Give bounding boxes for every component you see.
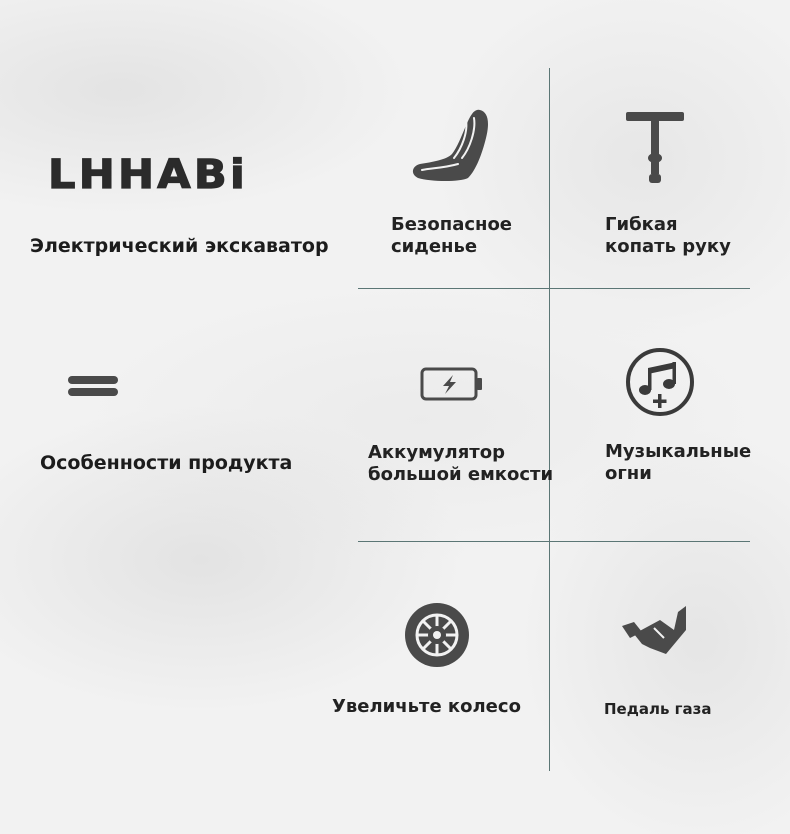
product-name: Электрический экскаватор (30, 235, 329, 257)
grid-vertical-divider (549, 68, 550, 771)
wheel-icon (402, 600, 472, 670)
grid-horizontal-divider-1 (358, 288, 750, 289)
section-title: Особенности продукта (40, 452, 293, 474)
logo-text: LHHABi (48, 152, 248, 194)
feature-battery-label: Аккумулятор большой емкости (368, 442, 554, 485)
pedal-icon (620, 604, 690, 656)
brand-logo (48, 150, 252, 194)
feature-music-label: Музыкальные огни (605, 441, 752, 484)
equals-icon (68, 374, 120, 400)
feature-pedal-label: Педаль газа (604, 700, 712, 718)
feature-seat-label: Безопасное сиденье (391, 214, 513, 257)
battery-icon (420, 366, 484, 402)
music-note-icon (624, 346, 696, 418)
seat-icon (410, 108, 490, 184)
lever-arm-icon (626, 110, 686, 186)
grid-horizontal-divider-2 (358, 541, 750, 542)
feature-wheel-label: Увеличьте колесо (332, 696, 521, 717)
feature-arm-label: Гибкая копать руку (605, 214, 731, 257)
